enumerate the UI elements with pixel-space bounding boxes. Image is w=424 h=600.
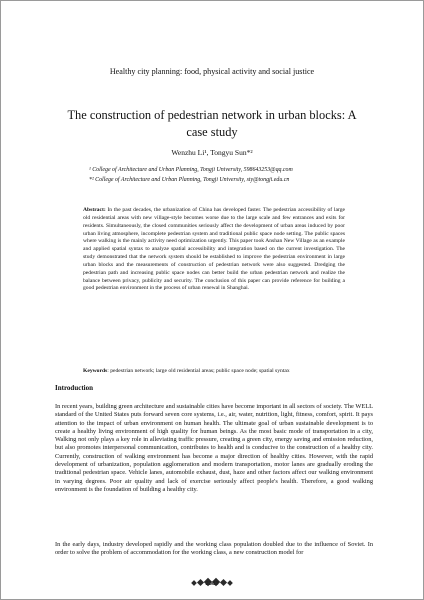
abstract-label: Abstract: [83, 207, 106, 213]
affiliation-1: ¹ College of Architecture and Urban Planning, Tongji University, 598643253@qq.com [89, 167, 293, 173]
keywords-text: : pedestrian network; large old residential areas; public space node; spatial syntax [107, 368, 290, 374]
affiliation-2: *² College of Architecture and Urban Planning, Tongji University, sty@tongji.edu.cn [89, 176, 290, 183]
running-title: Healthy city planning: food, physical activity and social justice [109, 67, 315, 76]
body-paragraph: In recent years, building green architecture and sustainable cities have become important in all sectors of society. The WELL standard of the United States puts forward seven core systems, i.e., air, water, nutrition, light, fitness, comfort, spirit. It pays attention to the impact of urban environment on human health. The ultimate goal of urban sustainable development is to create a healthy living environment of high quality for human beings. As the most basic mode of transportation in a city, Walking not only plays a key role in alleviating traffic pressure, creating a green city, energy saving and emission reduction, but also promotes interpersonal communication, contributes to health and is conducive to the construction of a healthy city. Currently, construction of walking environment has become a major direction of healthy cities. However, with the rapid development of urbanization, population agglomeration and modern transportation, motor lanes are gradually eroding the traditional pedestrian space. Vehicle lanes, automobile exhaust, dust, haze and other factors affect our walking environment in varying degrees. Poor air quality and lack of exercise seriously affect people's health. Therefore, a good walking environment is the foundation of building a healthy city. [55, 403, 373, 493]
affiliations [89, 166, 389, 185]
body-paragraph: In the early days, industry developed rapidly and the working class population doubled due to the influence of Soviet. In order to solve the problem of accommodation for the working class, a new construction model for [55, 541, 373, 557]
paper-title: The construction of pedestrian network in urban blocks: A case study [67, 108, 357, 139]
abstract-text: In the past decades, the urbanization of China has developed faster. The pedestrian accessibility of large old residential areas with new village-style becomes worse due to the large scale and few entrances and exits for residents. Simultaneously, the closed communities seriously affect the development of urban areas induced by poor urban living atmosphere, incomplete pedestrian system and traditional public space node setting. The public spaces where walking is the mainly activity need optimization urgently. This paper took Anshan New Village as an example and applied spatial syntax to analyze spatial accessibility and integration based on the current investigation. The study demonstrated that the network system should be established to improve the pedestrian environment in large urban blocks and the measurements of construction of pedestrian network were also suggested. Dredging the pedestrian path and increasing public space nodes can better build the urban pedestrian network and realize the balance between privacy, publicity and security. The conclusion of this paper can provide reference for building a good pedestrian environment in the process of urban renewal in Shanghai. [83, 207, 345, 292]
keywords-label: Keywords [83, 368, 108, 374]
abstract [83, 207, 345, 293]
section-heading-introduction: Introduction [55, 384, 93, 392]
author-list: Wenzhu Li¹, Tongyu Sun*² [171, 148, 253, 157]
page-number: 2383 [205, 581, 219, 587]
keywords [83, 368, 345, 376]
